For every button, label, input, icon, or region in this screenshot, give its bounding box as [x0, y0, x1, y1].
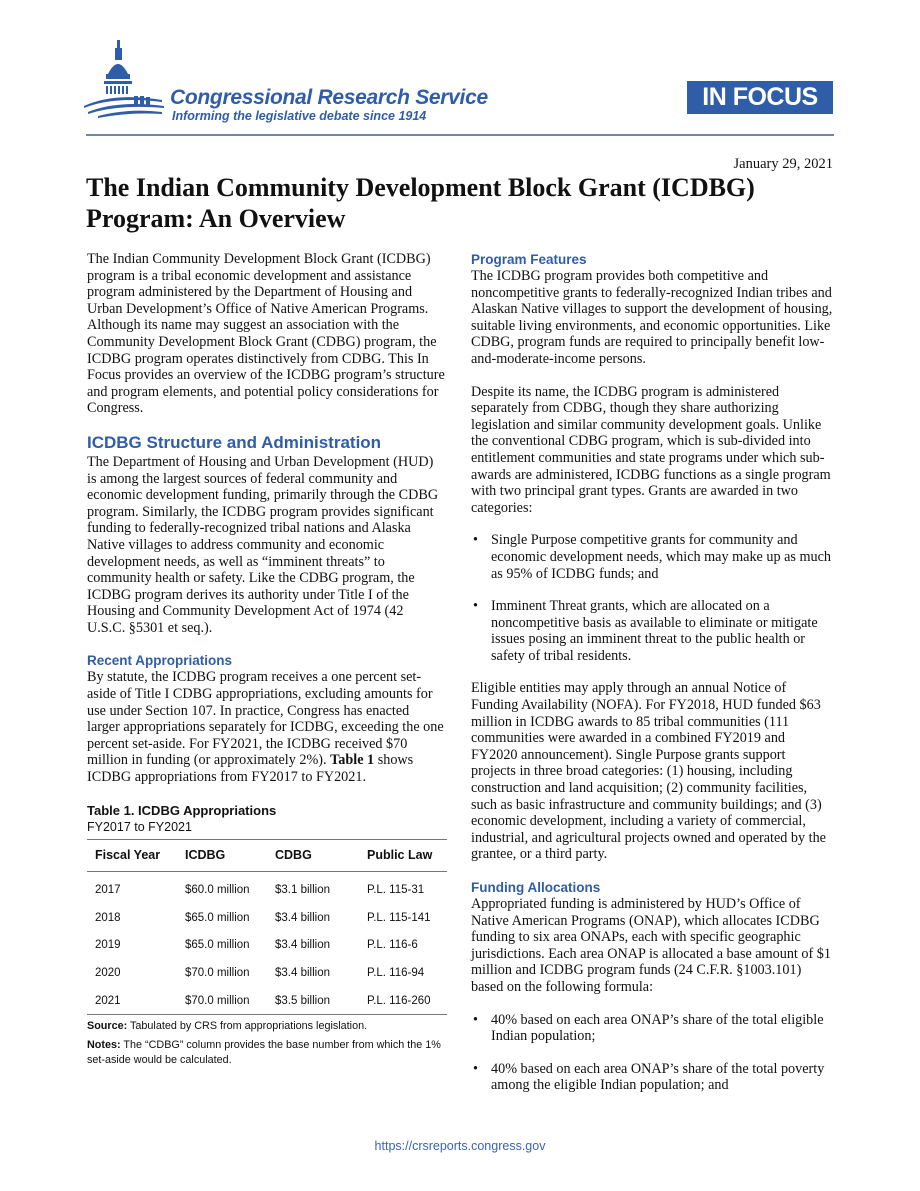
table-cell: 2021 — [87, 987, 177, 1015]
right-column — [471, 251, 833, 1110]
table-source-note — [87, 1019, 445, 1034]
table-row — [87, 872, 447, 904]
features-paragraph-1: The ICDBG program provides both competitive and noncompetitive grants to federally-recognized Indian tribes and Alaskan Native villages to support the development of housing, suitable living environments, and economic opportunities. Like CDBG, program funds are required to principally benefit low-and-moderate-income persons. — [471, 268, 833, 367]
table-cell: $60.0 million — [185, 884, 250, 897]
grant-types-list — [471, 532, 833, 664]
header-divider — [86, 134, 834, 136]
formula-list — [471, 1012, 833, 1094]
appropriations-text-b: shows ICDBG appropriations from FY2017 to FY2021. — [87, 752, 414, 786]
table-cell: $3.1 billion — [275, 884, 330, 897]
table-row — [87, 987, 447, 1015]
page-header — [0, 0, 920, 140]
table-cell: P.L. 116-94 — [367, 967, 425, 979]
column-header: ICDBG — [177, 839, 267, 872]
table-cell: P.L. 115-141 — [367, 911, 431, 924]
column-header: Fiscal Year — [87, 839, 177, 872]
table-reference: Table 1 — [330, 752, 375, 769]
column-header: CDBG — [267, 839, 359, 872]
column-header: Public Law — [359, 839, 447, 872]
structure-heading: ICDBG Structure and Administration — [87, 432, 382, 452]
table-cell: 2017 — [95, 884, 121, 897]
publication-date: January 29, 2021 — [733, 156, 833, 172]
list-item: • 40% based on each area ONAP’s share of the total eligible Indian population; — [471, 1012, 833, 1045]
table-cell: P.L. 115-31 — [367, 884, 425, 897]
notes-label: Notes: — [87, 1039, 121, 1052]
table-cell: $65.0 million — [185, 911, 250, 924]
table-notes — [87, 1038, 445, 1068]
source-label: Source: — [87, 1020, 128, 1033]
list-item: • Single Purpose competitive grants for community and economic development needs, which may make up as much as 95% of ICDBG funds; and — [471, 532, 833, 582]
list-item: • 40% based on each area ONAP’s share of the total poverty among the eligible Indian population; and — [471, 1061, 833, 1094]
structure-paragraph: The Department of Housing and Urban Development (HUD) is among the largest sources of federal community and economic development funding, primarily through the CDBG program. Similarly, the ICDBG program provides significant funding to federally-recognized tribal nations and Alaska Native villages to address community and economic development needs, as well as “imminent threats” to community health or safety. Like the CDBG program, the ICDBG program derives its authority under Title I of the Housing and Community Development Act of 1974 (42 U.S.C. §5301 et seq.). — [87, 453, 439, 636]
eligibility-paragraph: Eligible entities may apply through an annual Notice of Funding Availability (NOFA). For FY2018, HUD funded $63 million in ICDBG awards to 85 tribal communities (111 communities were awarded in a combined FY2019 and FY2020 announcement). Single Purpose grants support projects in three broad categories: (1) housing, including construction and land acquisition; (2) community facilities, such as basic infrastructure and community buildings; and (3) economic development, including a variety of commercial, industrial, and agricultural projects owned and operated by the grantee, or a third party. — [471, 680, 826, 863]
org-tagline: Informing the legislative debate since 1914 — [172, 109, 427, 123]
table-row — [87, 959, 447, 987]
table-cell: $70.0 million — [185, 967, 250, 979]
table-cell: $3.4 billion — [275, 939, 330, 952]
source-text: Tabulated by CRS from appropriations legislation. — [130, 1020, 368, 1033]
allocations-paragraph: Appropriated funding is administered by HUD’s Office of Native American Programs (ONAP), which allocates ICDBG funding to six area ONAPs, each with specific geographic jurisdictions. Each area ONAP is allocated a base amount of $1 million and ICDBG program funds (24 C.F.R. §1003.101) based on the following formula: — [471, 896, 831, 995]
table-cell: $3.5 billion — [267, 987, 359, 1015]
table-subtitle: FY2017 to FY2021 — [87, 819, 192, 834]
appropriations-heading: Recent Appropriations — [87, 653, 233, 669]
list-item: • Imminent Threat grants, which are allocated on a noncompetitive basis as available to eliminate or mitigate issues posing an imminent threat to the public health or safety of tribal residents. — [471, 598, 833, 664]
page-title: The Indian Community Development Block Grant (ICDBG) Program: An Overview — [86, 173, 755, 233]
in-focus-badge: IN FOCUS — [687, 81, 833, 114]
table-cell: P.L. 116-6 — [367, 939, 418, 952]
footer-url-link[interactable]: https://crsreports.congress.gov — [374, 1139, 546, 1153]
features-paragraph-2: Despite its name, the ICDBG program is administered separately from CDBG, though they share authorizing legislation and similar community development goals. Unlike the conventional CDBG program, which is sub-divided into entitlement communities and state programs under which sub-awards are administered, ICDBG functions as a single program with two principal grant types. Grants are awarded in two categories: — [471, 383, 831, 516]
table-cell: $70.0 million — [177, 987, 267, 1015]
table-cell: $65.0 million — [185, 939, 250, 952]
table-row — [87, 904, 447, 932]
left-column — [87, 251, 445, 1068]
features-heading: Program Features — [471, 252, 587, 267]
notes-text: The “CDBG” column provides the base number from which the 1% set-aside would be calculated. — [87, 1039, 441, 1067]
appropriations-paragraph — [87, 669, 445, 785]
table-title: Table 1. ICDBG Appropriations — [87, 802, 277, 818]
table-cell: $3.4 billion — [275, 911, 330, 924]
table-cell: $3.4 billion — [275, 967, 330, 979]
table-cell: P.L. 116-260 — [359, 987, 447, 1015]
table-cell: 2020 — [95, 967, 121, 979]
org-name: Congressional Research Service — [170, 86, 488, 109]
table-row — [87, 931, 447, 959]
appropriations-table — [87, 839, 447, 1016]
table-cell: 2019 — [95, 939, 121, 952]
intro-paragraph: The Indian Community Development Block Grant (ICDBG) program is a tribal economic development and assistance program administered by the Department of Housing and Urban Development’s Office of Native American Programs. Although its name may suggest an association with the Community Development Block Grant (CDBG) program, the ICDBG program operates distinctively from CDBG. This In Focus provides an overview of the ICDBG program’s structure and program elements, and potential policy considerations for Congress. — [87, 251, 445, 417]
allocations-heading: Funding Allocations — [471, 880, 601, 895]
appropriations-text-a: By statute, the ICDBG program receives a one percent set-aside of Title I CDBG appropriations, excluding amounts for use under Section 107. In practice, Congress has enacted larger appropriations separately for ICDBG, exceeding the one percent set-aside. For FY2021, the ICDBG received $70 million in funding (or approximately 2%). — [87, 669, 444, 769]
capitol-dome-logo — [84, 40, 166, 130]
table-header-row — [87, 839, 447, 872]
table-cell: 2018 — [95, 911, 121, 924]
